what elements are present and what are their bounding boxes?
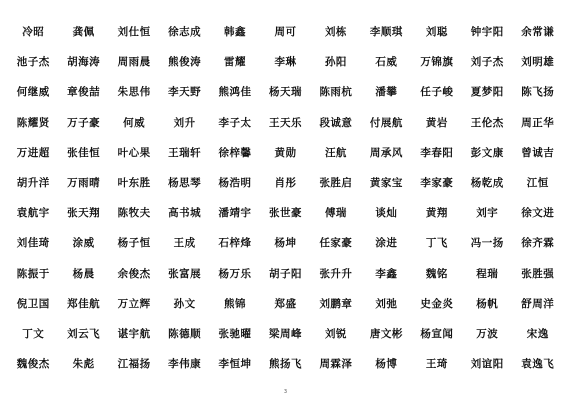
- name-cell: 曾诚吉: [521, 146, 555, 159]
- name-cell: 胡海涛: [67, 56, 101, 69]
- name-cell: 史金炎: [420, 297, 454, 310]
- name-cell: 徐文进: [521, 207, 555, 220]
- name-cell: 王瑞轩: [168, 146, 202, 159]
- name-cell: 李春阳: [420, 146, 454, 159]
- name-cell: 涂威: [72, 237, 95, 250]
- name-row: [8, 266, 563, 296]
- name-cell: 朱彪: [72, 358, 95, 371]
- name-row: [8, 115, 563, 145]
- name-cell: 龚佩: [72, 26, 95, 38]
- name-cell: 孙阳: [324, 56, 347, 69]
- name-cell: 雷耀: [224, 56, 247, 69]
- name-cell: 丁飞: [425, 237, 448, 250]
- name-cell: 张升升: [319, 267, 353, 280]
- name-cell: 黄勋: [274, 146, 297, 159]
- name-cell: 余常谦: [521, 26, 555, 38]
- name-row: [8, 145, 563, 175]
- name-cell: 李顺琪: [369, 26, 403, 38]
- name-cell: 段诚意: [319, 116, 353, 129]
- name-cell: 程瑞: [476, 267, 499, 280]
- name-cell: 陈德顺: [168, 327, 202, 340]
- name-cell: 汪航: [324, 146, 347, 159]
- name-cell: 胡子阳: [268, 267, 302, 280]
- name-cell: 潘攀: [375, 86, 398, 99]
- name-cell: 宋逸: [526, 327, 549, 340]
- name-cell: 钟宇阳: [470, 26, 504, 38]
- name-cell: 杨帆: [476, 297, 499, 310]
- name-cell: 江福扬: [117, 358, 151, 371]
- name-cell: 李伟康: [168, 358, 202, 371]
- name-cell: 万立辉: [117, 297, 151, 310]
- name-cell: 朱思伟: [117, 86, 151, 99]
- name-cell: 池子杰: [16, 56, 50, 69]
- name-cell: 倪卫国: [16, 297, 50, 310]
- name-cell: 叶东胜: [117, 176, 151, 189]
- name-cell: 李琳: [274, 56, 297, 69]
- name-row: [8, 84, 563, 114]
- name-cell: 刘子杰: [470, 56, 504, 69]
- name-cell: 刘佳琦: [16, 237, 50, 250]
- name-cell: 刘锐: [324, 327, 347, 340]
- name-cell: 杨浩明: [218, 176, 252, 189]
- name-cell: 张胜启: [319, 176, 353, 189]
- name-cell: 任子峻: [420, 86, 454, 99]
- name-row: [8, 356, 563, 386]
- name-cell: 王琦: [425, 358, 448, 371]
- name-cell: 魏俊杰: [16, 358, 50, 371]
- name-cell: 袁航宇: [16, 207, 50, 220]
- name-cell: 丁文: [22, 327, 45, 340]
- name-cell: 刘云飞: [67, 327, 101, 340]
- name-cell: 袁逸飞: [521, 358, 555, 371]
- name-cell: 潘靖宇: [218, 207, 252, 220]
- name-cell: 周霖泽: [319, 358, 353, 371]
- name-cell: 万雨晴: [67, 176, 101, 189]
- name-cell: 李子太: [218, 116, 252, 129]
- name-cell: 杨博: [375, 358, 398, 371]
- name-cell: 陈雨杭: [319, 86, 353, 99]
- name-cell: 王天乐: [268, 116, 302, 129]
- name-cell: 李家豪: [420, 176, 454, 189]
- name-cell: 谈灿: [375, 207, 398, 220]
- name-cell: 黄翔: [425, 207, 448, 220]
- name-cell: 杨万乐: [218, 267, 252, 280]
- name-cell: 叶心果: [117, 146, 151, 159]
- name-cell: 周正华: [521, 116, 555, 129]
- name-cell: 梁周峰: [268, 327, 302, 340]
- name-cell: 陈振于: [16, 267, 50, 280]
- name-cell: 李鑫: [375, 267, 398, 280]
- name-cell: 刘仕恒: [117, 26, 151, 38]
- name-grid: [8, 24, 563, 386]
- name-cell: 任家豪: [319, 237, 353, 250]
- name-cell: 黄岩: [425, 116, 448, 129]
- name-cell: 章俊喆: [67, 86, 101, 99]
- name-cell: 王伦杰: [470, 116, 504, 129]
- name-cell: 唐文彬: [369, 327, 403, 340]
- name-row: [8, 54, 563, 84]
- name-cell: 熊俊涛: [168, 56, 202, 69]
- name-cell: 郑佳航: [67, 297, 101, 310]
- name-cell: 刘聪: [425, 26, 448, 38]
- name-cell: 万子豪: [67, 116, 101, 129]
- name-cell: 李天野: [168, 86, 202, 99]
- name-cell: 周可: [274, 26, 297, 38]
- name-cell: 何威: [123, 116, 146, 129]
- name-cell: 刘升: [173, 116, 196, 129]
- name-cell: 杨宣闻: [420, 327, 454, 340]
- name-cell: 刘明雄: [521, 56, 555, 69]
- name-cell: 杨乾成: [470, 176, 504, 189]
- name-cell: 张富展: [168, 267, 202, 280]
- name-cell: 冷昭: [22, 26, 45, 38]
- name-cell: 陈牧夫: [117, 207, 151, 220]
- page-number: 3: [283, 389, 288, 395]
- name-cell: 徐志成: [168, 26, 202, 38]
- name-cell: 杨思琴: [168, 176, 202, 189]
- name-cell: 胡升洋: [16, 176, 50, 189]
- name-row: [8, 296, 563, 326]
- name-cell: 刘栋: [324, 26, 347, 38]
- name-cell: 江恒: [526, 176, 549, 189]
- name-cell: 魏铭: [425, 267, 448, 280]
- name-cell: 谌宇航: [117, 327, 151, 340]
- name-cell: 张世豪: [268, 207, 302, 220]
- name-cell: 王成: [173, 237, 196, 250]
- name-cell: 周承风: [369, 146, 403, 159]
- name-cell: 肖彤: [274, 176, 297, 189]
- name-cell: 徐梓馨: [218, 146, 252, 159]
- name-cell: 陈耀贤: [16, 116, 50, 129]
- name-cell: 黄家宝: [369, 176, 403, 189]
- name-cell: 张驰曜: [218, 327, 252, 340]
- name-cell: 李恒坤: [218, 358, 252, 371]
- name-cell: 张天翔: [67, 207, 101, 220]
- name-cell: 张胜强: [521, 267, 555, 280]
- name-cell: 高书城: [168, 207, 202, 220]
- name-cell: 刘弛: [375, 297, 398, 310]
- name-cell: 徐齐霖: [521, 237, 555, 250]
- name-cell: 万锦旗: [420, 56, 454, 69]
- name-cell: 傅瑞: [324, 207, 347, 220]
- name-cell: 周雨晨: [117, 56, 151, 69]
- name-cell: 万进超: [16, 146, 50, 159]
- name-cell: 付展航: [369, 116, 403, 129]
- name-cell: 韩鑫: [224, 26, 247, 38]
- name-cell: 刘宇: [476, 207, 499, 220]
- name-cell: 石威: [375, 56, 398, 69]
- name-row: [8, 175, 563, 205]
- name-cell: 杨坤: [274, 237, 297, 250]
- name-row: [8, 326, 563, 356]
- name-cell: 万波: [476, 327, 499, 340]
- name-cell: 杨晨: [72, 267, 95, 280]
- name-cell: 杨子恒: [117, 237, 151, 250]
- name-row: [8, 235, 563, 265]
- name-cell: 余俊杰: [117, 267, 151, 280]
- name-cell: 夏梦阳: [470, 86, 504, 99]
- name-cell: 孙文: [173, 297, 196, 310]
- name-cell: 张佳恒: [67, 146, 101, 159]
- name-cell: 陈飞扬: [521, 86, 555, 99]
- name-row: [8, 205, 563, 235]
- name-cell: 舒周洋: [521, 297, 555, 310]
- name-cell: 杨天瑞: [268, 86, 302, 99]
- name-cell: 熊锦: [224, 297, 247, 310]
- name-cell: 冯一扬: [470, 237, 504, 250]
- name-cell: 熊鸿佳: [218, 86, 252, 99]
- name-cell: 石梓烽: [218, 237, 252, 250]
- name-row: [8, 24, 563, 54]
- name-cell: 刘谊阳: [470, 358, 504, 371]
- name-cell: 熊扬飞: [268, 358, 302, 371]
- name-cell: 刘鹏章: [319, 297, 353, 310]
- name-cell: 郑盛: [274, 297, 297, 310]
- name-cell: 何继威: [16, 86, 50, 99]
- name-cell: 彭文康: [470, 146, 504, 159]
- name-cell: 涂进: [375, 237, 398, 250]
